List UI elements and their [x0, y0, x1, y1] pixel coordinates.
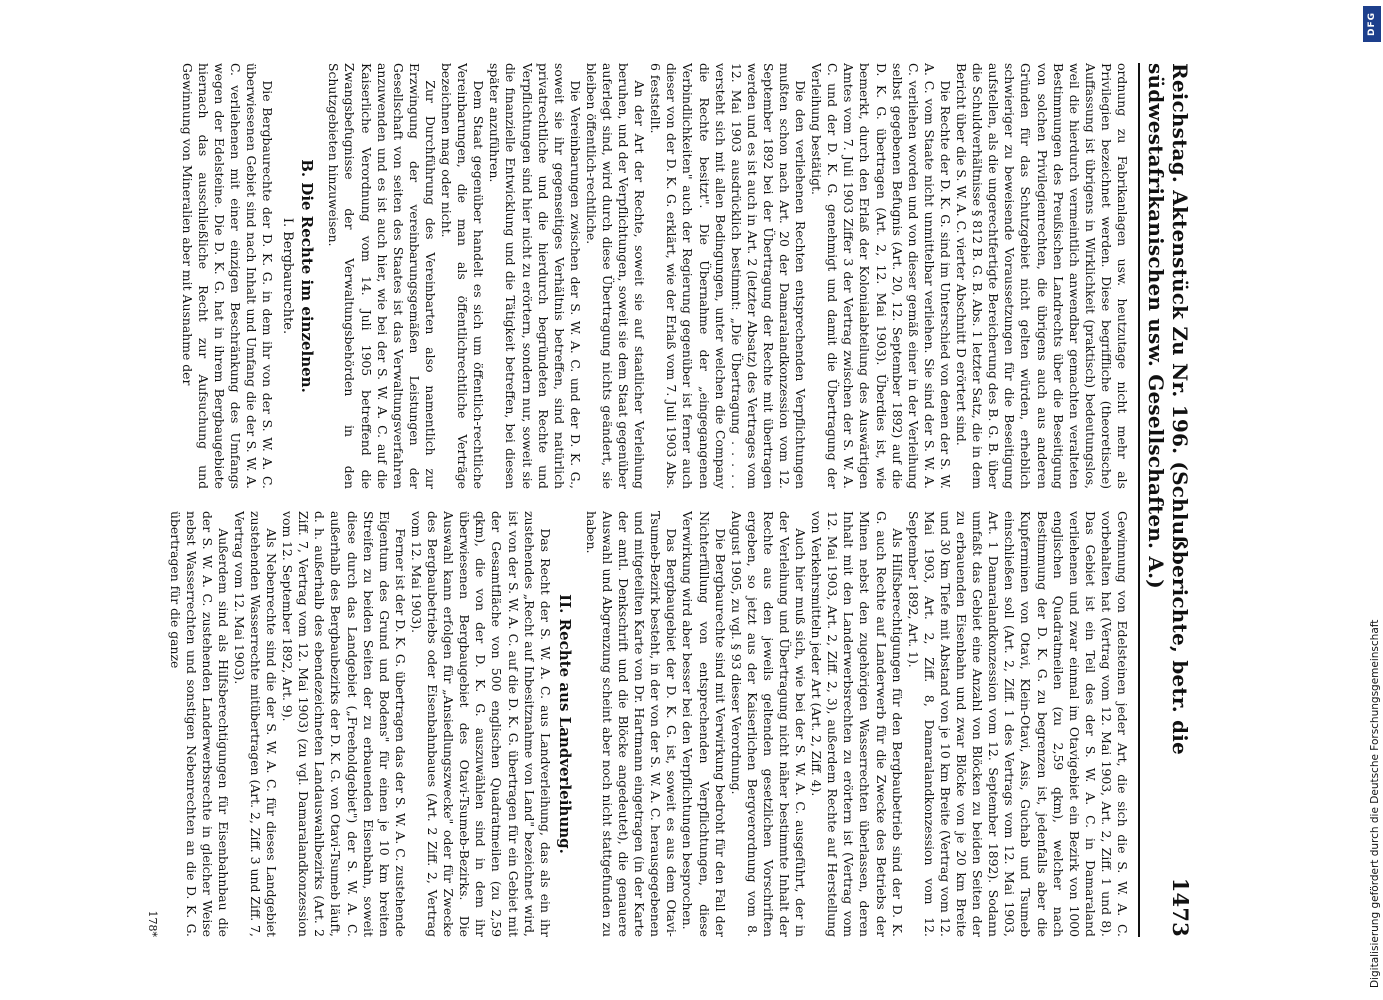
signature-mark: 178* — [146, 910, 160, 937]
paragraph: Die Rechte der D. K. G. sind im Unterschied von denen der S. W. A. C. vom Staate nicht unmittelbar verliehen. Sie sind der S. W. A. C. verliehen worden und von dieser gemäß einer in der Verleihung selbst gegebenen Befugnis (Art. 20, 12. September 1892) auf die D. K. G. übertragen (Art. 2, 12. Mai 1903). Überdies ist, wie bemerkt, durch den Erlaß der Kolonialabteilung des Auswärtigen Amtes vom 7. Juli 1903 Ziffer 3 der Vertrag zwischen der S. W. A. C. und der D. K. G. genehmigt und damit die Übertragung der Verleihung bestätigt. — [809, 63, 953, 489]
paragraph: Das Recht der S. W. A. C. aus Landverleihung, das als ein ihr zustehendes „Recht auf Inbesitznahme von Land" bezeichnet wird, ist von der S. W. A. C. auf die D. K. G. übertragen für ein Gebiet mit der Gesamtfläche von 500 englischen Quadratmeilen (zu 2,59 qkm), die von der D. K. G. auszuwählen sind in dem ihr überwiesenen Bergbaugebiet des Otavi-Tsumeb-Bezirks. Die Auswahl kann erfolgen für „Ansiedlungszwecke" oder für Zwecke des Bergbaubetriebs oder Eisenbahnbaues (Art. 2 Ziff. 2, Vertrag vom 12. Mai 1903). — [408, 511, 553, 937]
text-columns — [0, 63, 1130, 937]
paragraph: Die Vereinbarungen zwischen der S. W. A. C. und der D. K. G., soweit sie ihr gegenseitiges Verhältnis betreffen, sind natürlich privatrechtliche und die hierdurch begründeten Rechte und Verpflichtungen sind hier nicht zu erörtern, sondern nur, soweit sie die finanzielle Entwicklung und die Tätigkeit betreffen, bei diesen später anzuführen. — [487, 63, 583, 489]
left-column — [0, 63, 1130, 489]
header-title: Reichstag. Aktenstück Zu Nr. 196. (Schlußberichte, betr. die südwestafrikanischen usw. Gesellschaften. A.) — [1144, 63, 1192, 755]
digitization-credit: Digitalisierung gefördert durch die Deutsche Forschungsgemeinschaft — [1369, 619, 1381, 988]
digitization-sidebar — [1361, 0, 1383, 1000]
section-heading-ii: II. Rechte aus Landverleihung. — [555, 594, 574, 854]
dfg-logo-icon: DFG — [1363, 6, 1381, 42]
paragraph: Als Hilfsberechtigungen für den Bergbaubetrieb sind der D. K. G. auch Rechte auf Landerwerb für die Zwecke des Betriebs der Minen nebst den zugehörigen Wasserrechten überlassen, deren Inhalt mit den Landerwerbsrechten zu erörtern ist (Vertrag vom 12. Mai 1903, Art. 2, Ziff. 2, 3), außerdem Rechte auf Herstellung von Verkehrsmitteln jeder Art (Art. 2, Ziff. 4). — [809, 511, 905, 937]
paragraph: Dem Staat gegenüber handelt es sich um öffentlich-rechtliche Vereinbarungen, die man als öffentlichrechtliche Verträge bezeichnen mag oder nicht. — [439, 63, 487, 489]
paragraph: ordnung zu Fabrikanlagen usw. heutzutage nicht mehr als Privilegien bezeichnet werden. Diese begriffliche (theoretische) Auffassung ist übrigens in Wirklichkeit (praktisch) bedeutungslos, weil die hierdurch vermeintlich anwendbar gemachten veralteten Bestimmungen des Preußischen Landrechts über die Beseitigung von solchen Privilegienrechten, die übrigens auch aus anderen Gründen für das Schutzgebiet nicht gelten würden, erheblich schwieriger zu beweisende Voraussetzungen für die Beseitigung aufstellen, als die ungerechtfertigte Bereicherung des B. G. B. über die Schuldverhältnisse § 812 B. G. B. Abs. 1 letzter Satz, die in dem Bericht über die S. W. A. C. vierter Abschnitt D erörtert sind. — [954, 63, 1130, 489]
paragraph: Als Nebenrechte sind die der S. W. A. C. für dieses Landgebiet zustehenden Wasserrechte mitübertragen (Art. 2, Ziff. 3 und Ziff. 7, Vertrag vom 12. Mai 1903). — [231, 511, 280, 937]
paragraph: Das Bergbaugebiet der D. K. G. ist, soweit es aus dem Otavi-Tsumeb-Bezirk besteht, in der von der S. W. A. C. herausgegebenen und mitgeteilten Karte von Dr. Hartmann eingetragen (in der Karte der amtl. Denkschrift und die Blöcke angedeutet), die genauere Auswahl und Abgrenzung scheint aber noch nicht stattgefunden zu haben. — [583, 511, 680, 937]
paragraph: Ferner ist der D. K. G. übertragen das der S. W. A. C. zustehende Eigentum des Grund und Bodens" für einen je 10 km breiten Streifen zu beiden Seiten der zu erbauenden Eisenbahn, soweit diese durch das Landgebiet („Freeholdgebiet") der S. W. A. C. außerhalb des Bergbaubezirks der D. K. G. von Otavi-Tsumeb läuft, d. h. außerhalb des ebendezeichneten Landauswahlbezirks (Art. 2 Ziff. 7, Vertrag vom 12. Mai 1903) (zu vgl. Damaralandkonzession vom 12. September 1892, Art. 9). — [280, 511, 408, 937]
document-page — [0, 35, 1215, 965]
section-heading-b: B. Die Rechte im einzelnen. — [298, 159, 317, 393]
paragraph: Die Bergbaurechte sind mit Verwirkung bedroht für den Fall der Nichterfüllung von entsprechenden Verpflichtungen, diese Verwirkung wird aber besser bei den Verpflichtungen besprochen. — [680, 511, 728, 937]
paragraph: An der Art der Rechte, soweit sie auf staatlicher Verleihung beruhen, und der Verpflichtungen, soweit sie dem Staat gegenüber auferlegt sind, wird durch diese Übertragung nichts geändert, sie bleiben öffentlich-rechtliche. — [583, 63, 648, 489]
paragraph: Auch hier muß sich, wie bei der S. W. A. C. ausgeführt, der in der Verleihung und Übertragung nicht näher bestimmte Inhalt der Rechte aus den jeweils geltenden gesetzlichen Vorschriften ergeben, so jetzt aus der Kaiserlichen Bergverordnung vom 8. August 1905, zu vgl. § 93 dieser Verordnung. — [728, 511, 809, 937]
paragraph: Gewinnung von Edelsteinen jeder Art, die sich die S. W. A. C. vorbehalten hat (Vertrag vom 12. Mai 1903, Art. 2, Ziff. 1 und 8). Das Gebiet ist ein Teil des der S. W. A. C. in Damaraland verliehenen und zwar einmal im Otavigebiet ein Bezirk von 1000 englischen Quadratmeilen (zu 2,59 qkm), welcher nach Bestimmung der D. K. G. zu begrenzen ist, jedenfalls aber die Kupferminen von Otavi, Klein-Otavi, Asis, Guchab und Tsumeb einschließen soll (Art. 2, Ziff. 1 des Vertrags vom 12. Mai 1903, Art. 1 Damaralandkonzession vom 12. September 1892). Sodann umfaßt das Gebiet eine Anzahl von Blöcken zu beiden Seiten der zu erbauenden Eisenbahn und zwar Blöcke von je 20 km Breite und 30 km Tiefe mit Abstand von je 10 km Breite (Vertrag vom 12. Mai 1903, Art. 2, Ziff. 8, Damaralandkonzession vom 12. September 1892, Art. 1). — [905, 511, 1130, 937]
paragraph: Die den verliehenen Rechten entsprechenden Verpflichtungen mußten schon nach Art. 20 der Damaralandkonzession vom 12. September 1892 bei der Übertragung der Rechte mit übertragen werden und es ist auch in Art. 2 (letzter Absatz) des Vertrages vom 12. Mai 1903 ausdrücklich bestimmt: „Die Übertragung . . . . . versteht sich mit allen Bedingungen, unter welchen die Company die Rechte besitzt". Die Übernahme der „eingegangenen Verbindlichkeiten" auch der Regierung gegenüber ist ferner auch dieser von der D. K. G. erklärt, wie der Erlaß vom 7. Juli 1903 Abs. 6 feststellt. — [648, 63, 809, 489]
paragraph: Außerdem sind als Hilfsberechtigungen für Eisenbahnbau die der S. W. A. C. zustehenden Landerwerbsrechte in gleicher Weise nebst Wasserrechten und sonstigen Nebenrechten an die D. K. G. übertragen für die ganze — [167, 511, 231, 937]
subsection-heading-bergbau: I. Bergbaurechte. — [280, 217, 296, 335]
paragraph: Zur Durchführung des Vereinbarten also namentlich zur Erzwingung der vereinbarungsgemäßen Leistungen der Gesellschaft von seiten des Staates ist das Verwaltungsverfahren anzuwenden und es ist auch hier, wie bei der S. W. A. C. auf die Kaiserliche Verordnung vom 14. Juli 1905 betreffend die Zwangsbefugnisse der Verwaltungsbehörden in den Schutzgebieten hinzuweisen. — [326, 63, 438, 489]
right-column — [0, 511, 1130, 937]
page-header — [1138, 63, 1193, 937]
paragraph: Die Bergbaurechte der D. K. G. in dem ihr von der S. W. A. C. überwiesenen Gebiet sind nach Inhalt und Umfang die der S. W. A. C. verliehenen mit einer einzigen Beschränkung des Umfangs wegen der Edelsteine. Die D. K. G. hat in ihrem Bergbaugebiete hiernach das ausschließliche Recht zur Aufsuchung und Gewinnung von Mineralien aber mit Ausnahme der — [179, 63, 276, 489]
page-number: 1473 — [1168, 877, 1193, 937]
